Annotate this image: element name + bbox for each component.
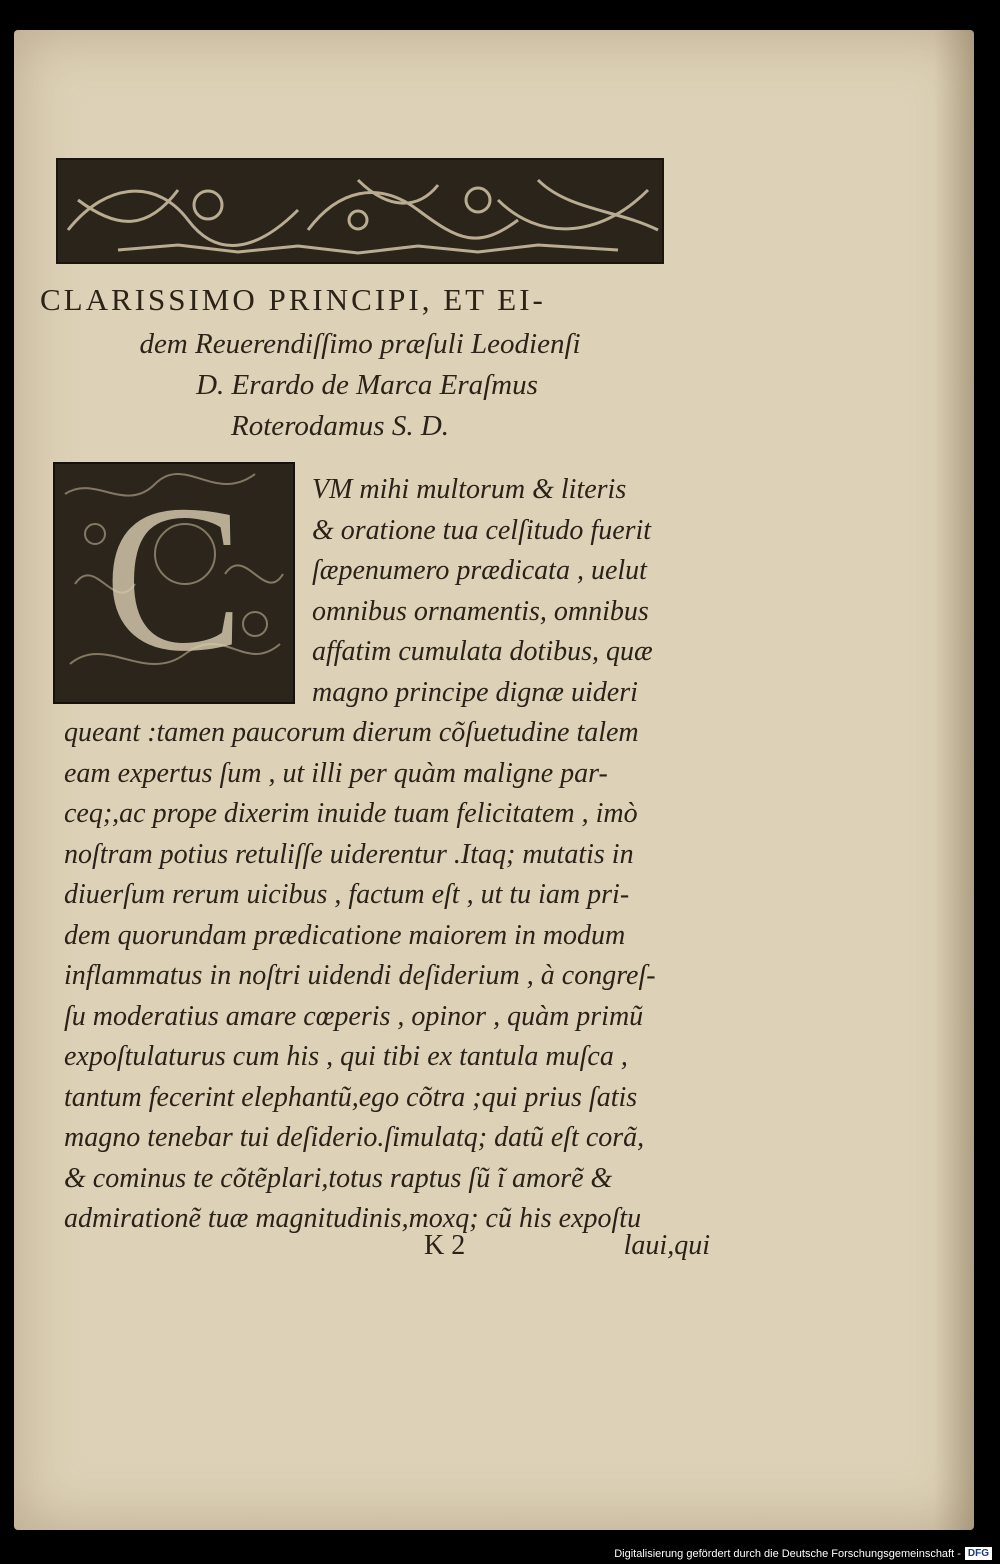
text-line: ſu moderatius amare cœperis , opinor , quàm primũ xyxy=(64,1000,644,1032)
initial-letter: C xyxy=(103,462,245,695)
text-line: dem quorundam prædicatione maiorem in modum xyxy=(64,919,626,951)
text-line: magno principe dignæ uideri xyxy=(312,676,638,708)
text-line: ſæpenumero prædicata , uelut xyxy=(312,555,647,586)
page-edge-shadow xyxy=(934,30,974,1530)
scan-margin-mark xyxy=(976,720,1000,840)
heading-line-4: Roterodamus S. D. xyxy=(230,410,450,442)
text-line: queant :tamen paucorum dierum cõſuetudine talem xyxy=(64,717,639,748)
signature-mark: K 2 xyxy=(424,1230,466,1261)
digitization-credit xyxy=(614,1547,992,1560)
heading-line-1: CLARISSIMO PRINCIPI, ET EI- xyxy=(40,282,546,317)
text-line: ceq;,ac prope dixerim inuide tuam felicitatem , imò xyxy=(64,798,638,829)
text-line: affatim cumulata dotibus, quæ xyxy=(312,636,653,667)
text-line: admirationẽ tuæ magnitudinis,moxq; cũ his expoſtu xyxy=(64,1203,642,1234)
heading-line-3: D. Erardo de Marca Eraſmus xyxy=(196,369,538,401)
text-line: & oratione tua celſitudo fuerit xyxy=(312,514,652,546)
text-line: & cominus te cõtẽplari,totus raptus ſũ ĩ amorẽ & xyxy=(64,1162,613,1194)
text-line: magno tenebar tui deſiderio.ſimulatq; datũ eſt corã, xyxy=(64,1122,645,1153)
ornamental-headpiece xyxy=(56,158,664,264)
text-line: eam expertus ſum , ut illi per quàm maligne par- xyxy=(64,757,608,789)
text-line: tantum fecerint elephantũ,ego cõtra ;qui prius ſatis xyxy=(64,1081,638,1113)
body-text xyxy=(64,462,724,1240)
text-line: omnibus ornamentis, omnibus xyxy=(312,595,649,627)
text-line: expoſtulaturus cum his , qui tibi ex tantula muſca , xyxy=(64,1041,628,1072)
text-line: inflammatus in noſtri uidendi deſiderium , à congreſ- xyxy=(64,960,656,991)
text-line: VM mihi multorum & literis xyxy=(312,474,627,505)
catchword: laui,qui xyxy=(623,1230,710,1261)
credit-text: Digitalisierung gefördert durch die Deutsche Forschungsgemeinschaft - xyxy=(614,1547,961,1560)
text-line: noſtram potius retuliſſe uiderentur .Itaq; mutatis in xyxy=(64,838,634,870)
heading-line-2: dem Reuerendiſſimo præſuli Leodienſi xyxy=(139,328,581,360)
dedication-heading xyxy=(40,282,680,443)
text-line: diuerſum rerum uicibus , factum eſt , ut tu iam pri- xyxy=(64,879,630,910)
dfg-logo: DFG xyxy=(965,1547,992,1560)
